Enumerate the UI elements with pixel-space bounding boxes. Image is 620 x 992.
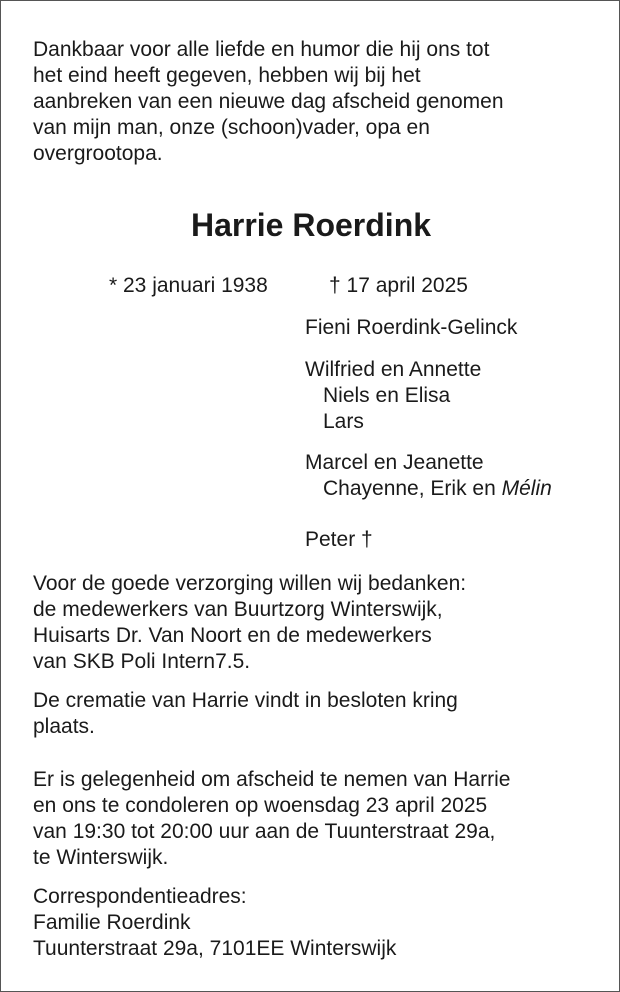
intro-line: Dankbaar voor alle liefde en humor die hij ons tot (33, 38, 490, 61)
condolence-line: Er is gelegenheid om afscheid te nemen van Harrie (33, 768, 511, 791)
intro-line: overgrootopa. (33, 142, 163, 165)
correspondence-label: Correspondentieadres: (33, 885, 247, 908)
correspondence-address (33, 884, 603, 962)
condolence-line: en ons te condoleren op woensdag 23 april 2025 (33, 794, 488, 817)
condolence-line: van 19:30 tot 20:00 uur aan de Tuunterstraat 29a, (33, 820, 496, 843)
correspondence-name: Familie Roerdink (33, 911, 191, 934)
family-group-2 (305, 450, 605, 502)
intro-line: van mijn man, onze (schoon)vader, opa en (33, 116, 430, 139)
parents-name: Wilfried en Annette (305, 358, 482, 381)
condolence-line: te Winterswijk. (33, 846, 169, 869)
thanks-line: de medewerkers van Buurtzorg Winterswijk, (33, 598, 443, 621)
condolence-text (33, 767, 603, 871)
thanks-line: Voor de goede verzorging willen wij bedanken: (33, 572, 467, 595)
great-grandchild-name: Mélin (501, 477, 552, 500)
thanks-text (33, 571, 603, 675)
cremation-text (33, 688, 603, 740)
parents-name: Marcel en Jeanette (305, 451, 484, 474)
intro-line: aanbreken van een nieuwe dag afscheid genomen (33, 90, 504, 113)
correspondence-street: Tuunterstraat 29a, 7101EE Winterswijk (33, 937, 397, 960)
grandchildren-name: Niels en Elisa (323, 384, 451, 407)
cremation-line: plaats. (33, 715, 95, 738)
cremation-line: De crematie van Harrie vindt in besloten kring (33, 689, 458, 712)
spouse-name: Fieni Roerdink-Gelinck (305, 316, 518, 339)
thanks-line: van SKB Poli Intern7.5. (33, 650, 251, 673)
intro-text (33, 37, 603, 167)
deceased-name: Harrie Roerdink (190, 207, 432, 243)
family-late-son (305, 527, 605, 553)
death-date: † 17 april 2025 (329, 274, 468, 297)
thanks-line: Huisarts Dr. Van Noort en de medewerkers (33, 624, 432, 647)
family-spouse (305, 315, 605, 341)
intro-line: het eind heeft gegeven, hebben wij bij het (33, 64, 421, 87)
grandchildren-line (305, 476, 605, 502)
birth-date: * 23 januari 1938 (109, 274, 268, 297)
late-son-name: Peter † (305, 528, 373, 551)
grandchildren-name: Lars (323, 410, 364, 433)
grandchildren-name: Chayenne, Erik en (323, 477, 502, 500)
family-group-1 (305, 357, 605, 435)
